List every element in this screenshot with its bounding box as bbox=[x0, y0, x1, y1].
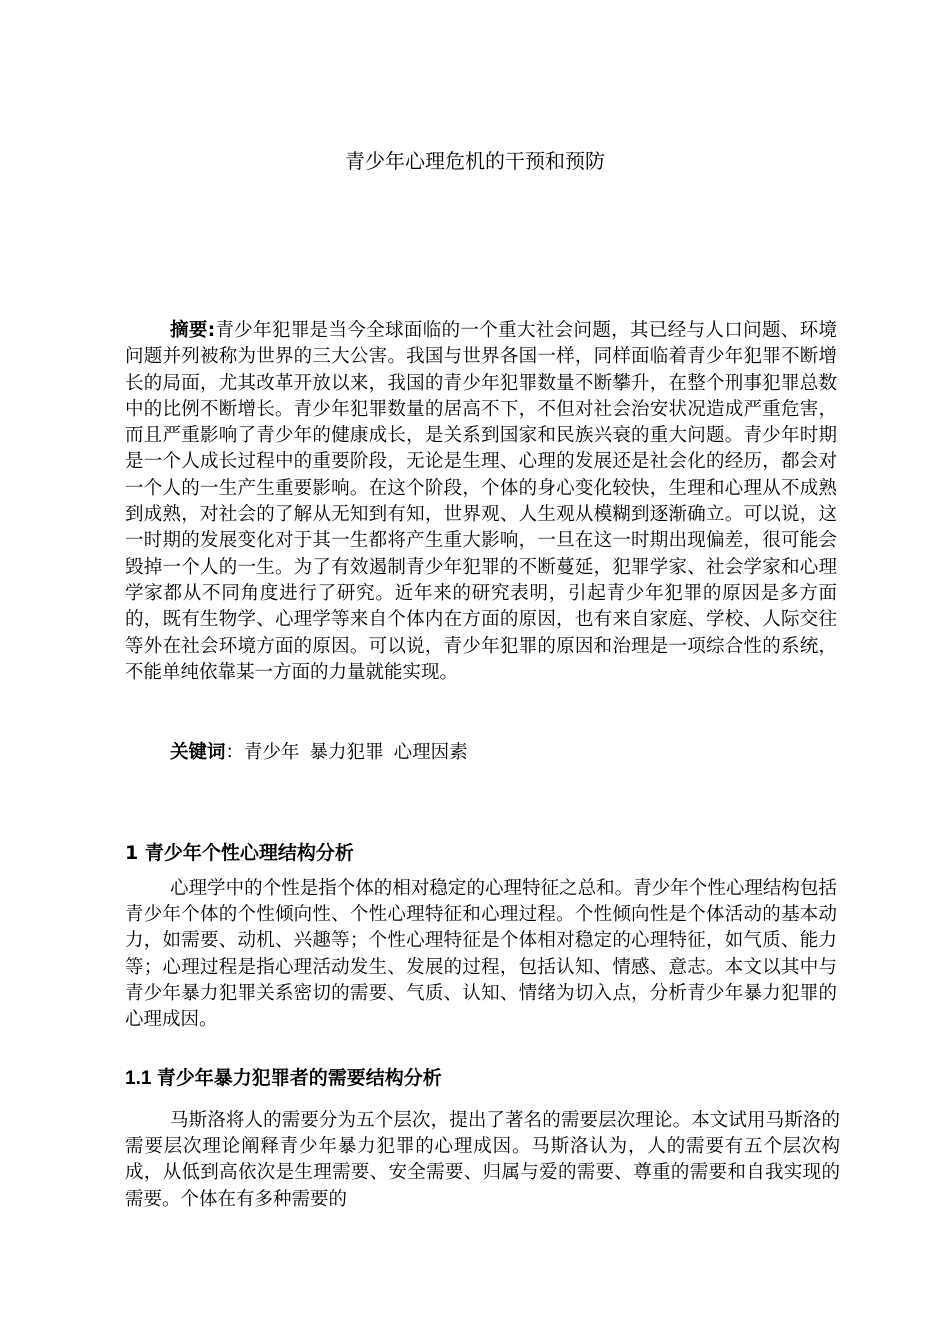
keyword-item: 青少年 bbox=[244, 742, 300, 763]
abstract-paragraph bbox=[125, 318, 837, 686]
keyword-item: 暴力犯罪 bbox=[309, 742, 384, 763]
section-1-1-paragraph: 马斯洛将人的需要分为五个层次，提出了著名的需要层次理论。本文试用马斯洛的需要层次理论阐释青少年暴力犯罪的心理成因。马斯洛认为，人的需要有五个层次构成，从低到高依次是生理需要、安全需要、归属与爱的需要、尊重的需要和自我实现的需要。个体在有多种需要的 bbox=[125, 1110, 840, 1210]
document-title: 青少年心理危机的干预和预防 bbox=[345, 151, 605, 173]
keywords-label: 关键词 bbox=[170, 742, 226, 763]
section-1-1-heading: 1.1 青少年暴力犯罪者的需要结构分析 bbox=[125, 1068, 442, 1089]
abstract-label: 摘要: bbox=[170, 320, 216, 341]
section-1-paragraph: 心理学中的个性是指个体的相对稳定的心理特征之总和。青少年个性心理结构包括青少年个体的个性倾向性、个性心理特征和心理过程。个性倾向性是个体活动的基本动力，如需要、动机、兴趣等；个性心理特征是个体相对稳定的心理特征，如气质、能力等；心理过程是指心理活动发生、发展的过程，包括认知、情感、意志。本文以其中与青少年暴力犯罪关系密切的需要、气质、认知、情绪为切入点，分析青少年暴力犯罪的心理成因。 bbox=[125, 878, 837, 1031]
keyword-item: 心理因素 bbox=[393, 742, 468, 763]
abstract-text: 青少年犯罪是当今全球面临的一个重大社会问题，其已经与人口问题、环境问题并列被称为世界的三大公害。我国与世界各国一样，同样面临着青少年犯罪不断增长的局面，尤其改革开放以来，我国的青少年犯罪数量不断攀升，在整个刑事犯罪总数中的比例不断增长。青少年犯罪数量的居高不下，不但对社会治安状况造成严重危害，而且严重影响了青少年的健康成长，是关系到国家和民族兴衰的重大问题。青少年时期是一个人成长过程中的重要阶段，无论是生理、心理的发展还是社会化的经历，都会对一个人的一生产生重要影响。在这个阶段，个体的身心变化较快，生理和心理从不成熟到成熟，对社会的了解从无知到有知，世界观、人生观从模糊到逐渐确立。可以说，这一时期的发展变化对于其一生都将产生重大影响，一旦在这一时期出现偏差，很可能会毁掉一个人的一生。为了有效遏制青少年犯罪的不断蔓延，犯罪学家、社会学家和心理学家都从不同角度进行了研究。近年来的研究表明，引起青少年犯罪的原因是多方面的，既有生物学、心理学等来自个体内在方面的原因，也有来自家庭、学校、人际交往等外在社会环境方面的原因。可以说，青少年犯罪的原因和治理是一项综合性的系统，不能单纯依靠某一方面的力量就能实现。 bbox=[125, 320, 837, 683]
keywords-line bbox=[170, 740, 830, 766]
section-1-heading: 1 青少年个性心理结构分析 bbox=[125, 842, 354, 864]
keywords-separator: ： bbox=[225, 742, 245, 763]
